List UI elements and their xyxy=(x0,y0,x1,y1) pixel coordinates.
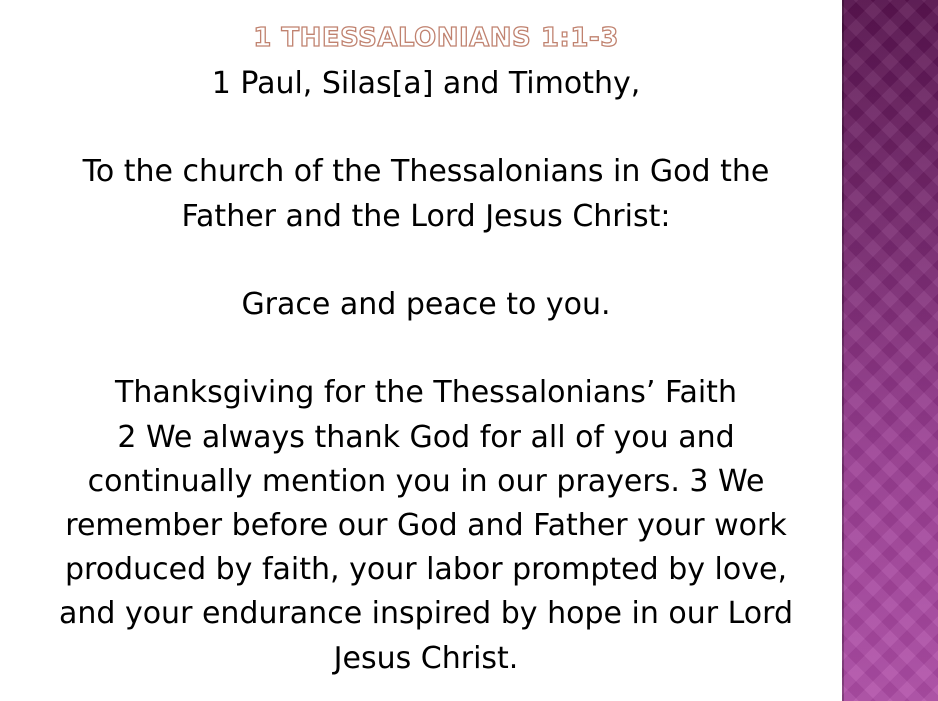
verse-line: remember before our God and Father your work xyxy=(65,507,787,543)
verse-line: and your endurance inspired by hope in our Lord xyxy=(58,596,794,632)
verse-line: Grace and peace to you. xyxy=(241,286,611,322)
verse-line: Jesus Christ. xyxy=(333,640,519,676)
verse-line: 2 We always thank God for all of you and xyxy=(117,419,735,455)
verse-line: To the church of the Thessalonians in God the xyxy=(82,154,770,190)
slide-title: 1 THESSALONIANS 1:1-3 xyxy=(253,23,619,53)
blank-line xyxy=(0,239,852,283)
verse-line: produced by faith, your labor prompted by love, xyxy=(64,552,787,588)
scripture-text xyxy=(0,62,852,681)
blank-line xyxy=(0,327,852,371)
verse-line: Father and the Lord Jesus Christ: xyxy=(181,198,671,234)
verse-line: 1 Paul, Silas[a] and Timothy, xyxy=(211,66,641,101)
decorative-sidebar xyxy=(842,0,938,701)
blank-line xyxy=(0,106,852,150)
sidebar-divider xyxy=(842,0,844,701)
verse-line: continually mention you in our prayers. 3 We xyxy=(87,463,765,499)
section-heading: Thanksgiving for the Thessalonians’ Faith xyxy=(115,375,737,411)
